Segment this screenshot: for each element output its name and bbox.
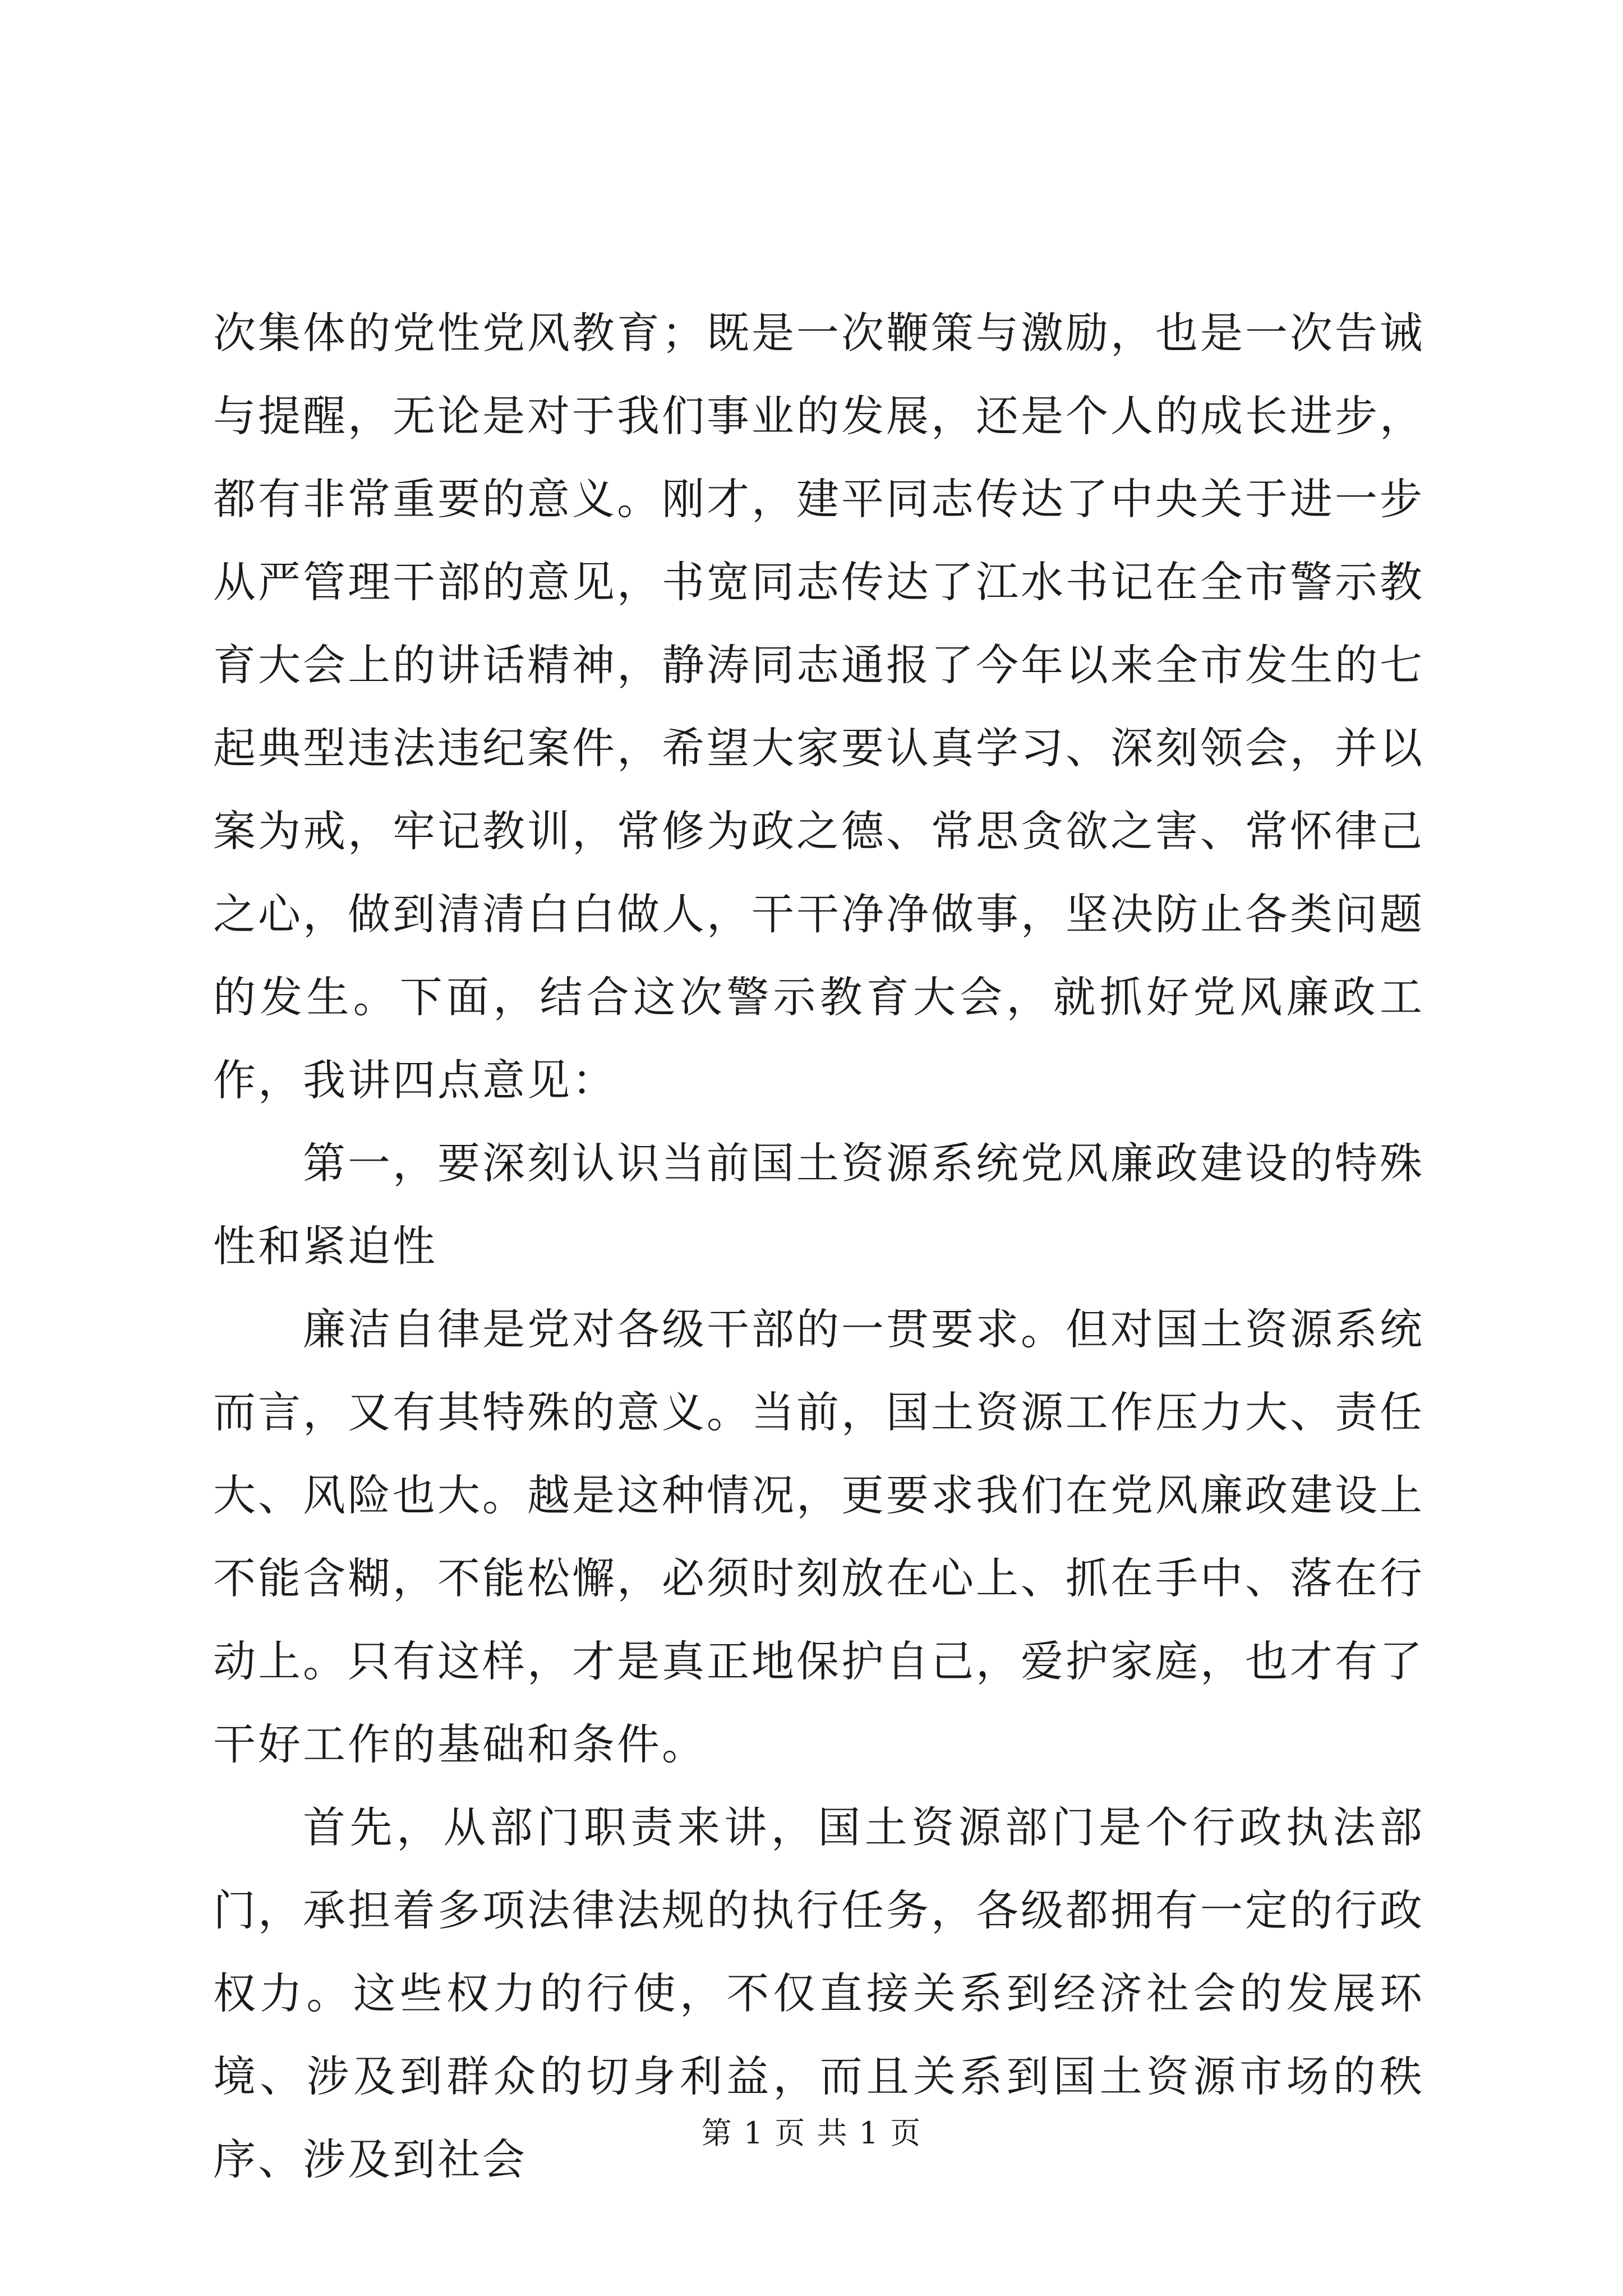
page-footer: 第 1 页 共 1 页	[701, 2115, 922, 2151]
paragraph-4: 首先，从部门职责来讲，国土资源部门是个行政执法部门，承担着多项法律法规的执行任务，各级都拥有一定的行政权力。这些权力的行使，不仅直接关系到经济社会的发展环境、涉及到群众的切身利益，而且关系到国土资源市场的秩序、涉及到社会	[213, 1802, 1424, 2184]
paragraph-1: 次集体的党性党风教育；既是一次鞭策与激励，也是一次告诫与提醒，无论是对于我们事业的发展，还是个人的成长进步，都有非常重要的意义。刚才，建平同志传达了中央关于进一步从严管理干部的意见，书宽同志传达了江水书记在全市警示教育大会上的讲话精神，静涛同志通报了今年以来全市发生的七起典型违法违纪案件，希望大家要认真学习、深刻领会，并以案为戒，牢记教训，常修为政之德、常思贪欲之害、常怀律己之心，做到清清白白做人，干干净净做事，坚决防止各类问题的发生。下面，结合这次警示教育大会，就抓好党风廉政工作，我讲四点意见：	[213, 308, 1424, 1105]
paragraph-2-heading: 第一，要深刻认识当前国土资源系统党风廉政建设的特殊性和紧迫性	[213, 1138, 1424, 1271]
paragraph-3: 廉洁自律是党对各级干部的一贯要求。但对国土资源系统而言，又有其特殊的意义。当前，国土资源工作压力大、责任大、风险也大。越是这种情况，更要求我们在党风廉政建设上不能含糊，不能松懈，必须时刻放在心上、抓在手中、落在行动上。只有这样，才是真正地保护自己，爱护家庭，也才有了干好工作的基础和条件。	[213, 1304, 1424, 1769]
document-body	[213, 292, 1424, 2201]
